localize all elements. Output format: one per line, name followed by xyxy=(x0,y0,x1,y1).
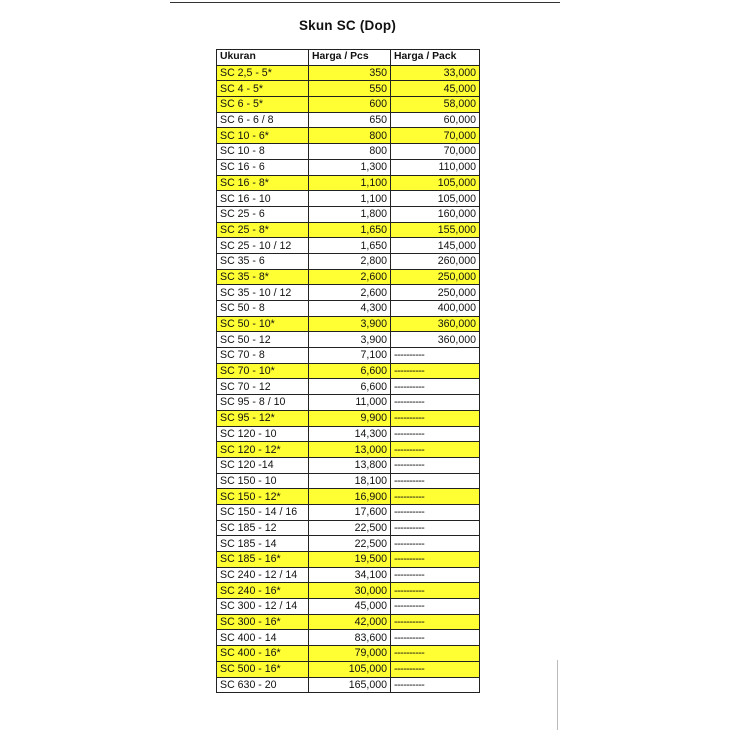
table-row xyxy=(217,65,480,81)
cell-harga-pcs: 105,000 xyxy=(309,661,391,677)
table-row xyxy=(217,206,480,222)
table-row xyxy=(217,395,480,411)
cell-ukuran: SC 6 - 5* xyxy=(217,97,309,113)
cell-harga-pcs: 550 xyxy=(309,81,391,97)
cell-ukuran: SC 185 - 14 xyxy=(217,536,309,552)
cell-ukuran: SC 50 - 8 xyxy=(217,301,309,317)
table-row xyxy=(217,269,480,285)
table-row xyxy=(217,536,480,552)
cell-harga-pack: ---------- xyxy=(391,677,480,693)
page-title: Skun SC (Dop) xyxy=(298,18,397,33)
cell-harga-pcs: 2,800 xyxy=(309,253,391,269)
cell-harga-pack: ---------- xyxy=(391,504,480,520)
cell-harga-pcs: 11,000 xyxy=(309,395,391,411)
cell-harga-pcs: 22,500 xyxy=(309,520,391,536)
cell-ukuran: SC 35 - 6 xyxy=(217,253,309,269)
cell-ukuran: SC 630 - 20 xyxy=(217,677,309,693)
cell-ukuran: SC 240 - 12 / 14 xyxy=(217,567,309,583)
cell-harga-pack: ---------- xyxy=(391,552,480,568)
cell-harga-pack: 70,000 xyxy=(391,128,480,144)
table-row xyxy=(217,175,480,191)
cell-harga-pack: ---------- xyxy=(391,457,480,473)
cell-harga-pcs: 2,600 xyxy=(309,269,391,285)
cell-ukuran: SC 150 - 12* xyxy=(217,489,309,505)
table-row xyxy=(217,677,480,693)
cell-harga-pcs: 30,000 xyxy=(309,583,391,599)
cell-harga-pack: 110,000 xyxy=(391,159,480,175)
table-row xyxy=(217,159,480,175)
table-row xyxy=(217,614,480,630)
cell-ukuran: SC 120 -14 xyxy=(217,457,309,473)
cell-harga-pack: ---------- xyxy=(391,583,480,599)
cell-ukuran: SC 185 - 16* xyxy=(217,552,309,568)
cell-harga-pcs: 600 xyxy=(309,97,391,113)
cell-harga-pack: ---------- xyxy=(391,442,480,458)
table-row xyxy=(217,332,480,348)
cell-harga-pcs: 2,600 xyxy=(309,285,391,301)
table-row xyxy=(217,583,480,599)
cell-harga-pack: ---------- xyxy=(391,520,480,536)
cell-harga-pcs: 13,000 xyxy=(309,442,391,458)
cell-harga-pack: 145,000 xyxy=(391,238,480,254)
cell-ukuran: SC 10 - 8 xyxy=(217,144,309,160)
cell-ukuran: SC 2,5 - 5* xyxy=(217,65,309,81)
table-row xyxy=(217,222,480,238)
header-ukuran: Ukuran xyxy=(217,50,309,66)
cell-harga-pack: ---------- xyxy=(391,630,480,646)
table-row xyxy=(217,285,480,301)
table-row xyxy=(217,410,480,426)
table-row xyxy=(217,473,480,489)
cell-ukuran: SC 400 - 14 xyxy=(217,630,309,646)
cell-ukuran: SC 10 - 6* xyxy=(217,128,309,144)
cell-harga-pcs: 16,900 xyxy=(309,489,391,505)
cell-harga-pcs: 1,100 xyxy=(309,175,391,191)
cell-harga-pack: 250,000 xyxy=(391,285,480,301)
cell-harga-pack: 260,000 xyxy=(391,253,480,269)
cell-harga-pack: 60,000 xyxy=(391,112,480,128)
cell-harga-pcs: 9,900 xyxy=(309,410,391,426)
table-row xyxy=(217,630,480,646)
cell-harga-pack: ---------- xyxy=(391,410,480,426)
cell-ukuran: SC 16 - 10 xyxy=(217,191,309,207)
cell-ukuran: SC 70 - 8 xyxy=(217,348,309,364)
cell-harga-pcs: 7,100 xyxy=(309,348,391,364)
cell-harga-pack: 70,000 xyxy=(391,144,480,160)
table-row xyxy=(217,144,480,160)
cell-ukuran: SC 95 - 8 / 10 xyxy=(217,395,309,411)
table-row xyxy=(217,363,480,379)
cell-harga-pcs: 42,000 xyxy=(309,614,391,630)
cell-harga-pack: 400,000 xyxy=(391,301,480,317)
cell-harga-pcs: 1,800 xyxy=(309,206,391,222)
cell-harga-pcs: 1,650 xyxy=(309,222,391,238)
cell-harga-pack: 360,000 xyxy=(391,316,480,332)
header-harga-pcs: Harga / Pcs xyxy=(309,50,391,66)
cell-harga-pack: 250,000 xyxy=(391,269,480,285)
cell-harga-pack: 45,000 xyxy=(391,81,480,97)
cell-ukuran: SC 70 - 10* xyxy=(217,363,309,379)
table-row xyxy=(217,316,480,332)
header-harga-pack: Harga / Pack xyxy=(391,50,480,66)
cell-ukuran: SC 150 - 10 xyxy=(217,473,309,489)
table-row xyxy=(217,520,480,536)
cell-ukuran: SC 400 - 16* xyxy=(217,646,309,662)
cell-harga-pack: ---------- xyxy=(391,567,480,583)
cell-harga-pcs: 22,500 xyxy=(309,536,391,552)
table-row xyxy=(217,191,480,207)
cell-ukuran: SC 150 - 14 / 16 xyxy=(217,504,309,520)
table-header-row xyxy=(217,50,480,66)
cell-ukuran: SC 25 - 6 xyxy=(217,206,309,222)
cell-harga-pack: 58,000 xyxy=(391,97,480,113)
cell-harga-pack: 360,000 xyxy=(391,332,480,348)
cell-harga-pack: ---------- xyxy=(391,395,480,411)
cell-harga-pack: ---------- xyxy=(391,348,480,364)
table-row xyxy=(217,379,480,395)
table-row xyxy=(217,442,480,458)
cell-ukuran: SC 95 - 12* xyxy=(217,410,309,426)
cell-ukuran: SC 120 - 10 xyxy=(217,426,309,442)
cell-harga-pcs: 1,100 xyxy=(309,191,391,207)
cell-harga-pcs: 17,600 xyxy=(309,504,391,520)
cell-harga-pcs: 1,300 xyxy=(309,159,391,175)
cell-harga-pack: 105,000 xyxy=(391,191,480,207)
table-row xyxy=(217,128,480,144)
cell-harga-pack: ---------- xyxy=(391,599,480,615)
cell-harga-pcs: 83,600 xyxy=(309,630,391,646)
table-row xyxy=(217,112,480,128)
table-row xyxy=(217,552,480,568)
cell-ukuran: SC 25 - 10 / 12 xyxy=(217,238,309,254)
cell-harga-pcs: 6,600 xyxy=(309,363,391,379)
cell-harga-pcs: 18,100 xyxy=(309,473,391,489)
table-row xyxy=(217,504,480,520)
cell-ukuran: SC 4 - 5* xyxy=(217,81,309,97)
cell-harga-pcs: 1,650 xyxy=(309,238,391,254)
cell-harga-pcs: 13,800 xyxy=(309,457,391,473)
cell-ukuran: SC 50 - 10* xyxy=(217,316,309,332)
cell-harga-pack: 33,000 xyxy=(391,65,480,81)
cell-harga-pcs: 350 xyxy=(309,65,391,81)
cell-harga-pcs: 34,100 xyxy=(309,567,391,583)
cell-harga-pcs: 45,000 xyxy=(309,599,391,615)
cell-harga-pack: ---------- xyxy=(391,646,480,662)
cell-ukuran: SC 70 - 12 xyxy=(217,379,309,395)
cell-ukuran: SC 120 - 12* xyxy=(217,442,309,458)
cell-ukuran: SC 6 - 6 / 8 xyxy=(217,112,309,128)
cell-harga-pcs: 165,000 xyxy=(309,677,391,693)
cell-harga-pack: ---------- xyxy=(391,473,480,489)
price-table-body xyxy=(217,65,480,693)
cell-harga-pcs: 6,600 xyxy=(309,379,391,395)
cell-harga-pack: ---------- xyxy=(391,536,480,552)
cell-ukuran: SC 300 - 12 / 14 xyxy=(217,599,309,615)
table-row xyxy=(217,426,480,442)
table-row xyxy=(217,489,480,505)
table-row xyxy=(217,97,480,113)
cell-harga-pcs: 19,500 xyxy=(309,552,391,568)
table-row xyxy=(217,238,480,254)
cell-harga-pack: ---------- xyxy=(391,661,480,677)
table-row xyxy=(217,81,480,97)
cell-ukuran: SC 16 - 8* xyxy=(217,175,309,191)
cell-ukuran: SC 35 - 10 / 12 xyxy=(217,285,309,301)
cell-ukuran: SC 240 - 16* xyxy=(217,583,309,599)
cell-ukuran: SC 16 - 6 xyxy=(217,159,309,175)
cell-harga-pack: 105,000 xyxy=(391,175,480,191)
cell-harga-pcs: 800 xyxy=(309,128,391,144)
table-row xyxy=(217,567,480,583)
table-row xyxy=(217,599,480,615)
cell-harga-pcs: 650 xyxy=(309,112,391,128)
cell-harga-pcs: 800 xyxy=(309,144,391,160)
table-row xyxy=(217,301,480,317)
cell-harga-pack: ---------- xyxy=(391,379,480,395)
cell-harga-pcs: 3,900 xyxy=(309,316,391,332)
cell-harga-pack: ---------- xyxy=(391,489,480,505)
cell-harga-pcs: 14,300 xyxy=(309,426,391,442)
cell-ukuran: SC 500 - 16* xyxy=(217,661,309,677)
cell-harga-pack: ---------- xyxy=(391,426,480,442)
edge-divider-line xyxy=(557,660,558,730)
cell-ukuran: SC 25 - 8* xyxy=(217,222,309,238)
price-table xyxy=(216,49,480,693)
cell-harga-pack: ---------- xyxy=(391,614,480,630)
top-divider-line xyxy=(170,2,560,3)
cell-ukuran: SC 50 - 12 xyxy=(217,332,309,348)
cell-harga-pack: 155,000 xyxy=(391,222,480,238)
cell-harga-pcs: 4,300 xyxy=(309,301,391,317)
cell-harga-pcs: 3,900 xyxy=(309,332,391,348)
cell-ukuran: SC 35 - 8* xyxy=(217,269,309,285)
table-row xyxy=(217,646,480,662)
table-row xyxy=(217,253,480,269)
cell-ukuran: SC 300 - 16* xyxy=(217,614,309,630)
table-row xyxy=(217,457,480,473)
table-row xyxy=(217,661,480,677)
cell-harga-pcs: 79,000 xyxy=(309,646,391,662)
cell-ukuran: SC 185 - 12 xyxy=(217,520,309,536)
table-row xyxy=(217,348,480,364)
cell-harga-pack: ---------- xyxy=(391,363,480,379)
cell-harga-pack: 160,000 xyxy=(391,206,480,222)
